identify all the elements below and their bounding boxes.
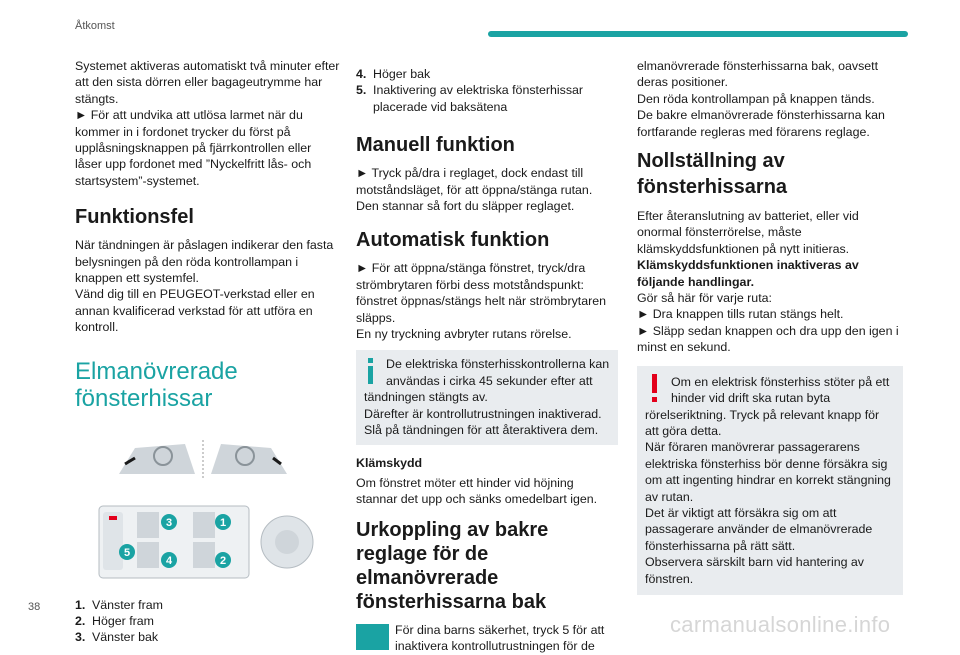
reset-bold-note: Klämskyddsfunktionen inaktiveras av följande handlingar. <box>637 258 859 289</box>
list-item: 1. Vänster fram <box>75 597 163 612</box>
header-accent-bar <box>488 31 908 37</box>
label-1: 1 <box>219 517 227 530</box>
page-number: 38 <box>28 601 41 613</box>
warning-icon <box>645 374 663 404</box>
list-item: 5. Inaktivering av elektriska fönsterhissar placerade vid baksätena <box>356 83 584 114</box>
list-item: 3. Vänster bak <box>75 630 159 645</box>
reset-step-1: ► Dra knappen tills rutan stängs helt. <box>637 307 844 322</box>
child-lock-icon <box>356 624 389 650</box>
funktionsfel-heading: Funktionsfel <box>75 206 194 229</box>
section-heading: Elmanövrerade fönsterhissar <box>75 357 238 412</box>
continued-paragraph-2: Den röda kontrollampan på knappen tänds. <box>637 91 875 106</box>
manuell-heading: Manuell funktion <box>356 134 515 157</box>
label-3: 3 <box>165 517 173 530</box>
auto-paragraph: ► För att öppna/stänga fönstret, tryck/dra strömbrytaren förbi dess motståndspunkt: fönstret öppnas/stängs helt när strömbrytaren släpps. <box>356 261 607 325</box>
running-header: Åtkomst <box>75 20 115 32</box>
continued-paragraph-3: De bakre elmanövrerade fönsterhissarna kan fortfarande regleras med förarens reglage. <box>637 108 885 139</box>
list-item: 4. Höger bak <box>356 67 431 81</box>
switch-list-2 <box>356 66 618 115</box>
reset-heading: Nollställning av fönsterhissarna <box>637 150 788 199</box>
manuell-paragraph: ► Tryck på/dra i reglaget, dock endast till motståndsläget, för att öppna/stänga rutan. Den stannar så fort du släpper reglaget. <box>356 166 593 214</box>
label-4: 4 <box>165 555 173 568</box>
info-icon <box>364 356 378 382</box>
warning-box: Om en elektrisk fönsterhiss stöter på ett hinder vid drift ska rutan byta rörelseriktning. Tryck på relevant knapp för att göra detta. När föraren manövrerar passagerarens elektriska fönsterhiss bör denne försäkra sig om att ingenting hindrar en korrekt stängning av rutan. Det är viktigt att försäkra sig om att passagerare använder de elmanövrerade fönsterhissarna på rätt sätt. Observera särskilt barn vid hantering av fönstren. <box>637 366 903 595</box>
reset-steps-intro: Gör så här för varje ruta: <box>637 291 772 306</box>
reset-paragraph: Efter återanslutning av batteriet, eller vid onormal fönsterrörelse, måste klämskyddsfunktionen på nytt initieras. <box>637 209 859 256</box>
reset-step-2: ► Släpp sedan knappen och dra upp den igen i minst en sekund. <box>637 323 899 355</box>
car-window-illustration-top <box>115 438 290 482</box>
klamskydd-heading: Klämskydd <box>356 455 423 470</box>
list-item: 2. Höger fram <box>75 613 154 628</box>
column-1 <box>75 58 340 646</box>
intro-paragraph: Systemet aktiveras automatiskt två minuter efter att den sista dörren eller bagageutrymme har stängts. <box>75 59 340 106</box>
funktionsfel-paragraph-2: Vänd dig till en PEUGEOT-verkstad eller en annan kvalificerad verkstad för att utföra en kontroll. <box>75 287 315 335</box>
auto-paragraph-2: En ny tryckning avbryter rutans rörelse. <box>356 327 572 342</box>
continued-paragraph: elmanövrerade fönsterhissarna bak, oavsett deras positioner. <box>637 59 879 90</box>
label-5: 5 <box>123 547 131 560</box>
window-switch-panel-illustration <box>97 502 317 582</box>
info-box: De elektriska fönsterhisskontrollerna kan användas i cirka 45 sekunder efter att tändningen stängts av. Därefter är kontrollutrustningen inaktiverad. Slå på tändningen för att återaktivera dem. <box>356 350 618 444</box>
funktionsfel-paragraph: När tändningen är påslagen indikerar den fasta belysningen på den röda kontrollampan i knappen ett systemfel. <box>75 238 334 286</box>
label-2: 2 <box>219 555 227 568</box>
column-3 <box>637 58 903 595</box>
urkoppling-block <box>356 622 618 655</box>
auto-heading: Automatisk funktion <box>356 229 550 252</box>
urkoppling-heading: Urkoppling av bakre reglage för de elmanövrerade fönsterhissarna bak <box>356 518 549 613</box>
klamskydd-paragraph: Om fönstret möter ett hinder vid höjning stannar det upp och sänks omedelbart igen. <box>356 475 598 507</box>
watermark: carmanualsonline.info <box>670 612 891 637</box>
switch-list-1 <box>75 597 340 646</box>
column-2 <box>356 66 618 655</box>
urkoppling-paragraph: För dina barns säkerhet, tryck 5 för att inaktivera kontrollutrustningen för de <box>395 622 605 654</box>
tip-paragraph: ► För att undvika att utlösa larmet när du kommer in i fordonet trycker du först på upplåsningsknappen på fjärrkontrollen eller låser upp fordonet med ”Nyckelfritt lås- och startsystem”-systemet. <box>75 108 312 188</box>
